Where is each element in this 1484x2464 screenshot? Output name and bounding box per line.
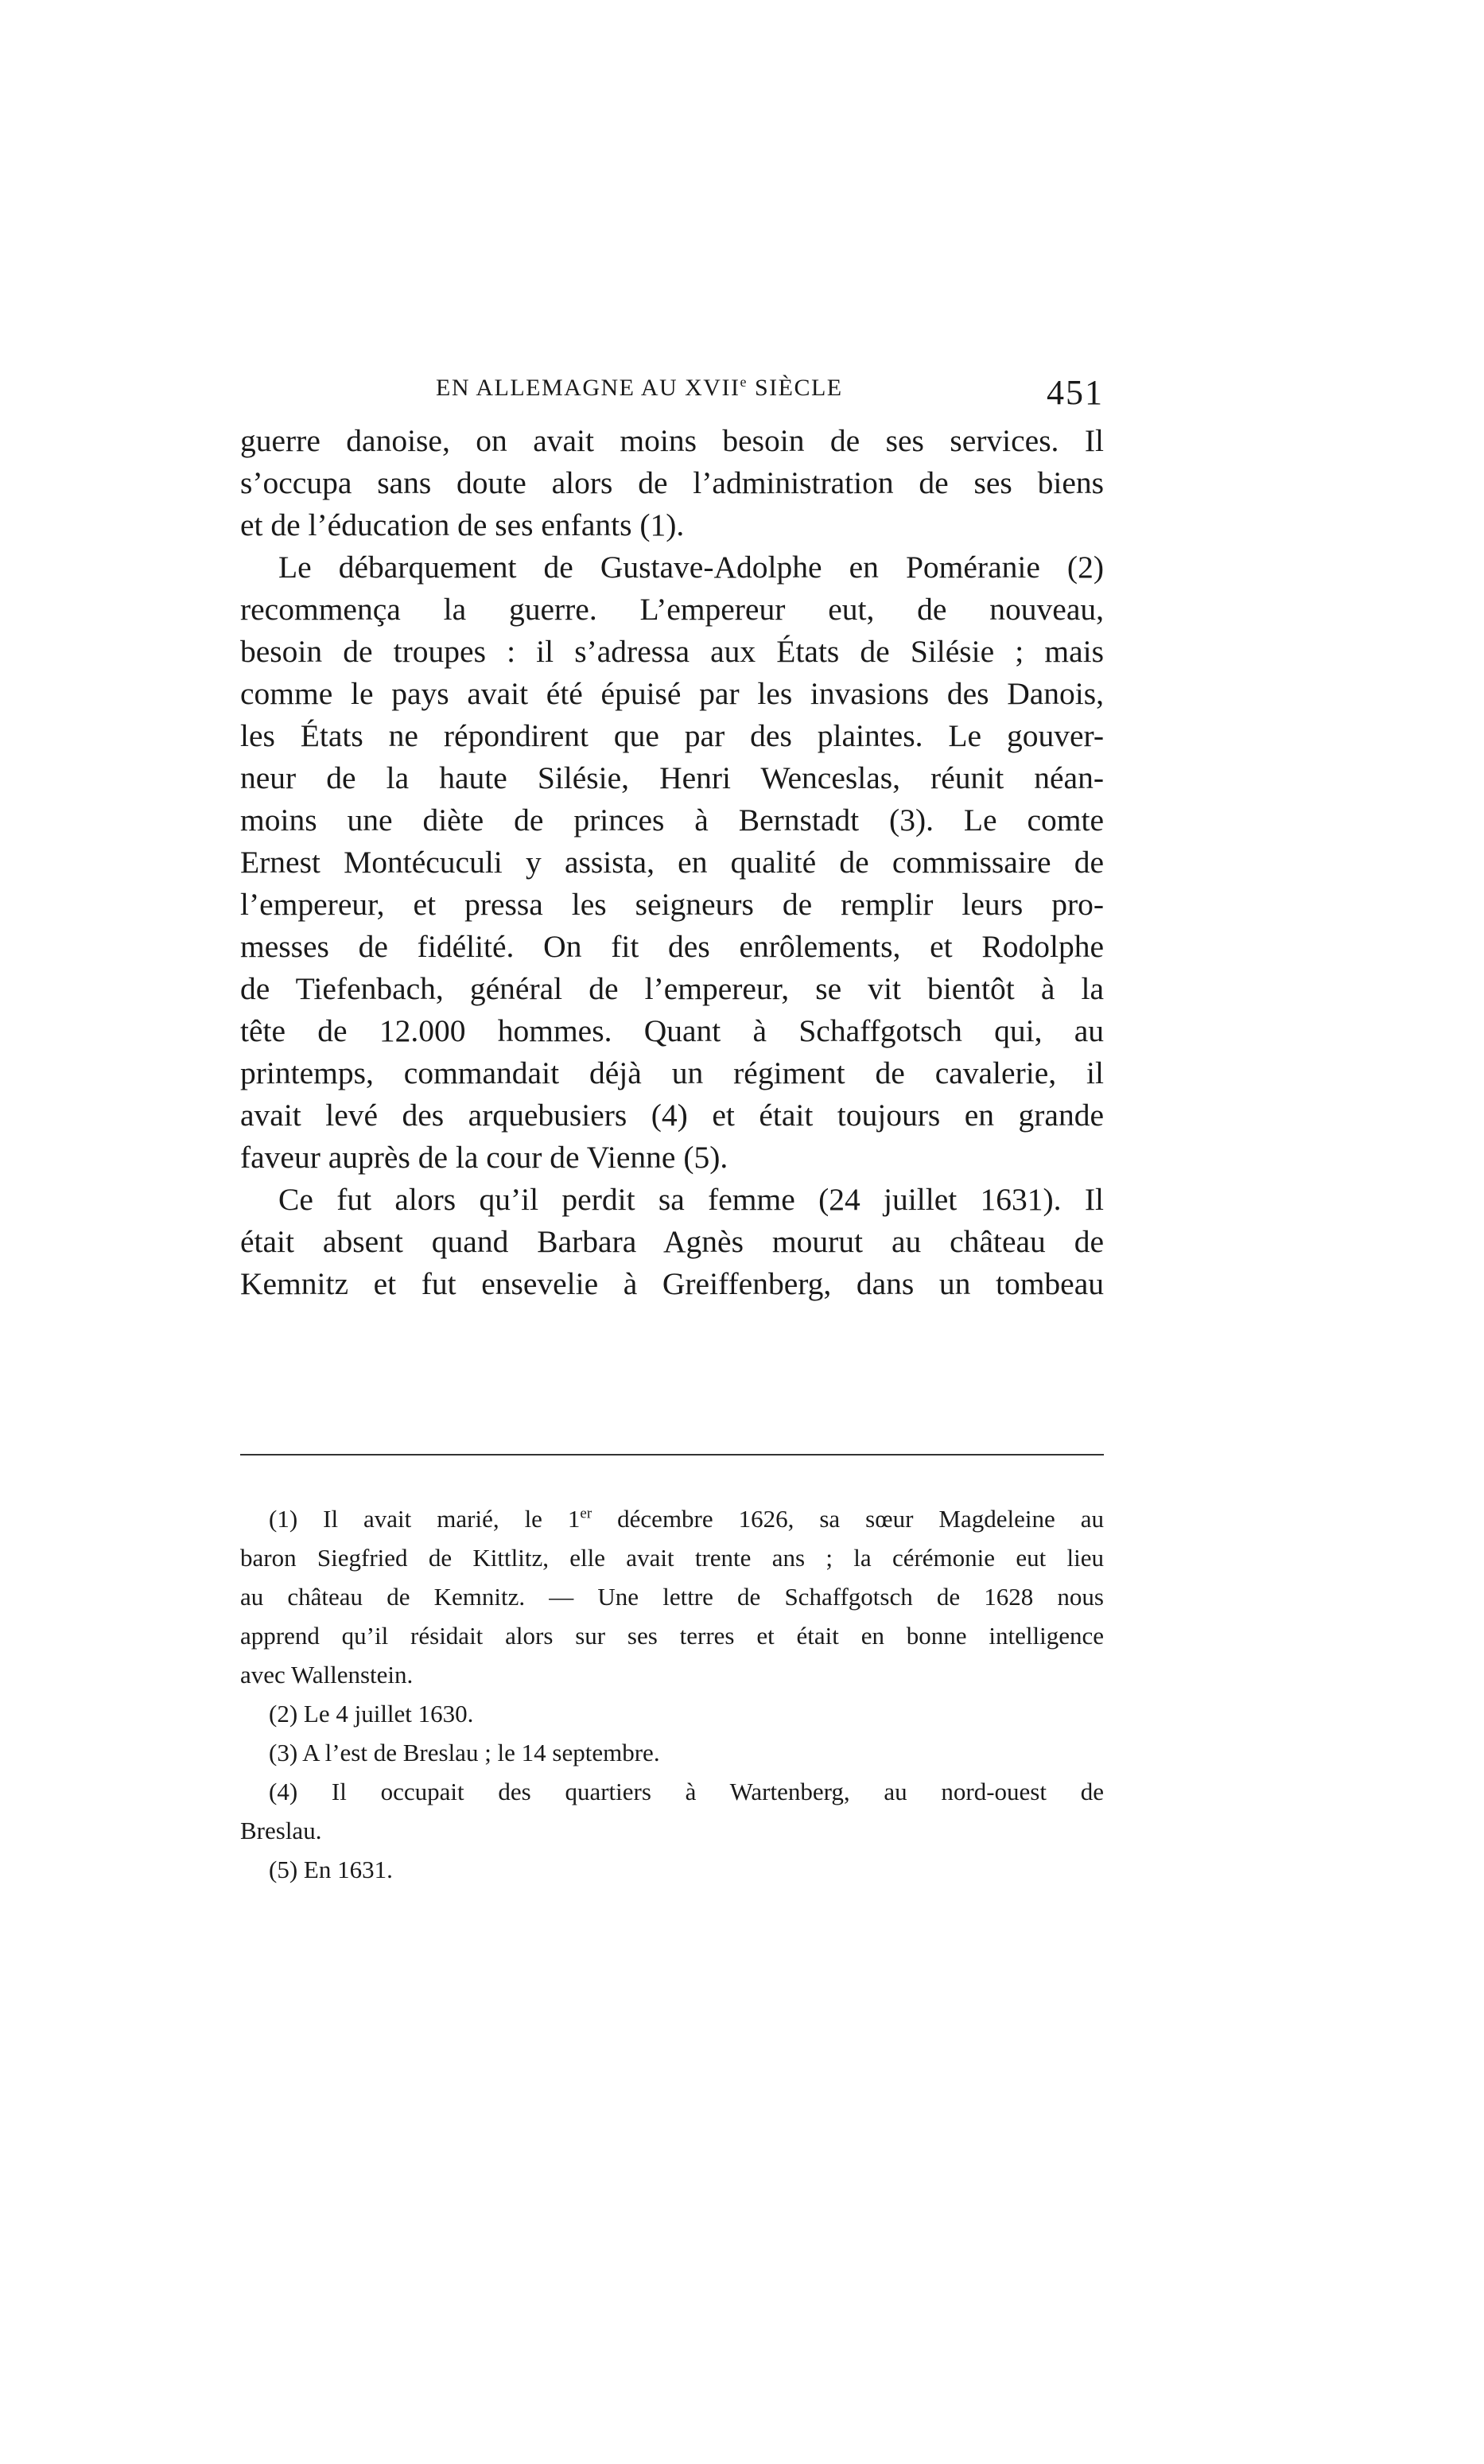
- text-line: faveur auprès de la cour de Vienne (5).: [240, 1140, 728, 1175]
- text-line: comme le pays avait été épuisé par les invasions des Danois,: [240, 676, 1104, 711]
- footnote-4: (4) Il occupait des quartiers à Wartenberg, au nord-ouest de: [269, 1778, 1104, 1805]
- text-line: Ce fut alors qu’il perdit sa femme (24 juillet 1631). Il: [278, 1182, 1104, 1217]
- text-line: Ernest Montécuculi y assista, en qualité de commissaire de: [240, 845, 1104, 880]
- body-text: [240, 420, 1104, 1305]
- text-line: besoin de troupes : il s’adressa aux États de Silésie ; mais: [240, 634, 1104, 669]
- footnote-5: (5) En 1631.: [269, 1856, 393, 1883]
- running-title-text: EN ALLEMAGNE AU XVII: [436, 375, 740, 401]
- text-line: printemps, commandait déjà un régiment de cavalerie, il: [240, 1055, 1104, 1090]
- footnote-1-text: (1) Il avait marié, le 1: [269, 1505, 581, 1533]
- running-title-end: SIÈCLE: [747, 375, 843, 401]
- footnote-1-text-cont: décembre 1626, sa sœur Magdeleine au: [592, 1505, 1104, 1533]
- text-line: était absent quand Barbara Agnès mourut au château de: [240, 1224, 1104, 1259]
- footnote-line: apprend qu’il résidait alors sur ses terres et était en bonne intelligence: [240, 1622, 1104, 1650]
- footnote-divider: [240, 1454, 1104, 1455]
- footnote-line: avec Wallenstein.: [240, 1661, 414, 1689]
- text-line: messes de fidélité. On fit des enrôlements, et Rodolphe: [240, 929, 1104, 964]
- footnote-2: (2) Le 4 juillet 1630.: [269, 1700, 474, 1728]
- running-head: [436, 364, 1104, 412]
- text-line: et de l’éducation de ses enfants (1).: [240, 507, 685, 542]
- century-superscript: e: [740, 374, 748, 390]
- text-line: l’empereur, et pressa les seigneurs de remplir leurs pro-: [240, 887, 1104, 922]
- text-line: s’occupa sans doute alors de l’administration de ses biens: [240, 465, 1104, 500]
- text-line: Le débarquement de Gustave-Adolphe en Poméranie (2): [278, 550, 1104, 585]
- footnote-1-first-line: [240, 1499, 1104, 1538]
- text-line: Kemnitz et fut ensevelie à Greiffenberg, dans un tombeau: [240, 1266, 1104, 1301]
- text-line: de Tiefenbach, général de l’empereur, se vit bientôt à la: [240, 971, 1104, 1006]
- text-line: tête de 12.000 hommes. Quant à Schaffgotsch qui, au: [240, 1013, 1104, 1048]
- footnote-line: baron Siegfried de Kittlitz, elle avait trente ans ; la cérémonie eut lieu: [240, 1544, 1104, 1572]
- text-line: avait levé des arquebusiers (4) et était toujours en grande: [240, 1098, 1104, 1133]
- footnotes: [240, 1499, 1104, 1889]
- footnote-4-cont: Breslau.: [240, 1817, 322, 1844]
- running-title: [436, 364, 843, 412]
- page-number: 451: [1047, 373, 1104, 412]
- text-line: guerre danoise, on avait moins besoin de ses services. Il: [240, 423, 1104, 458]
- footnote-line: au château de Kemnitz. — Une lettre de Schaffgotsch de 1628 nous: [240, 1583, 1104, 1611]
- ordinal-superscript: er: [580, 1505, 592, 1522]
- text-line: recommença la guerre. L’empereur eut, de nouveau,: [240, 592, 1104, 627]
- text-line: neur de la haute Silésie, Henri Wenceslas, réunit néan-: [240, 760, 1104, 795]
- text-line: les États ne répondirent que par des plaintes. Le gouver-: [240, 718, 1104, 753]
- footnote-3: (3) A l’est de Breslau ; le 14 septembre.: [269, 1739, 660, 1766]
- text-line: moins une diète de princes à Bernstadt (3). Le comte: [240, 803, 1104, 838]
